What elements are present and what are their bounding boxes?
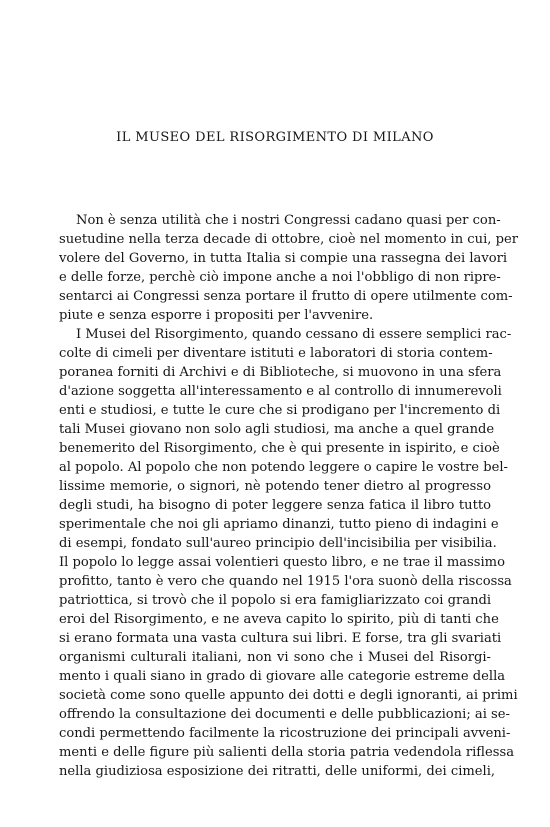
text-line: tali Musei giovano non solo agli studiosi, ma anche a quel grande xyxy=(59,422,495,437)
text-line: d'azione soggetta all'interessamento e al controllo di innumerevoli xyxy=(59,384,502,399)
text-line: Non è senza utilità che i nostri Congressi cadano quasi per con- xyxy=(76,213,501,228)
text-line: sperimentale che noi gli apriamo dinanzi, tutto pieno di indagini e xyxy=(59,517,499,532)
text-line: offrendo la consultazione dei documenti e delle pubblicazioni; ai se- xyxy=(59,707,510,722)
text-line: lissime memorie, o signori, nè potendo tener dietro al progresso xyxy=(59,479,491,494)
text-line: enti e studiosi, e tutte le cure che si prodigano per l'incremento di xyxy=(59,403,501,418)
text-line: società come sono quelle appunto dei dotti e degli ignoranti, ai primi xyxy=(59,688,518,703)
text-line: suetudine nella terza decade di ottobre, cioè nel momento in cui, per xyxy=(59,232,518,247)
text-line: benemerito del Risorgimento, che è qui presente in ispirito, e cioè xyxy=(59,441,500,456)
text-line: piute e senza esporre i propositi per l'avvenire. xyxy=(59,308,374,323)
text-line: Il popolo lo legge assai volentieri questo libro, e ne trae il massimo xyxy=(59,555,505,570)
text-line: eroi del Risorgimento, e ne aveva capito lo spirito, più di tanti che xyxy=(59,612,499,627)
chapter-title: IL MUSEO DEL RISORGIMENTO DI MILANO xyxy=(116,130,434,145)
text-line: sentarci ai Congressi senza portare il frutto di opere utilmente com- xyxy=(59,289,513,304)
text-line: patriottica, si trovò che il popolo si era famigliarizzato coi grandi xyxy=(59,593,492,608)
text-line: si erano formata una vasta cultura sui libri. E forse, tra gli svariati xyxy=(59,631,502,646)
text-line: condi permettendo facilmente la ricostruzione dei principali avveni- xyxy=(59,726,511,741)
text-line: al popolo. Al popolo che non potendo leggere o capire le vostre bel- xyxy=(59,460,508,475)
text-line: I Musei del Risorgimento, quando cessano di essere semplici rac- xyxy=(76,327,512,342)
text-line: mento i quali siano in grado di giovare alle categorie estreme della xyxy=(59,669,506,684)
text-line: e delle forze, perchè ciò impone anche a noi l'obbligo di non ripre- xyxy=(59,270,501,285)
text-line: degli studi, ha bisogno di poter leggere senza fatica il libro tutto xyxy=(59,498,491,513)
text-line: nella giudiziosa esposizione dei ritratti, delle uniformi, dei cimeli, xyxy=(59,764,496,779)
text-line: profitto, tanto è vero che quando nel 1915 l'ora suonò della riscossa xyxy=(59,574,512,589)
text-line: menti e delle figure più salienti della storia patria vedendola riflessa xyxy=(59,745,515,760)
text-line: organismi culturali italiani, non vi sono che i Musei del Risorgi- xyxy=(59,650,491,665)
text-line: di esempi, fondato sull'aureo principio dell'incisibilia per visibilia. xyxy=(59,536,497,551)
text-line: poranea forniti di Archivi e di Biblioteche, si muovono in una sfera xyxy=(59,365,502,380)
text-line: colte di cimeli per diventare istituti e laboratori di storia contem- xyxy=(59,346,493,361)
text-line: volere del Governo, in tutta Italia si compie una rassegna dei lavori xyxy=(59,251,508,266)
body-text xyxy=(59,211,518,781)
